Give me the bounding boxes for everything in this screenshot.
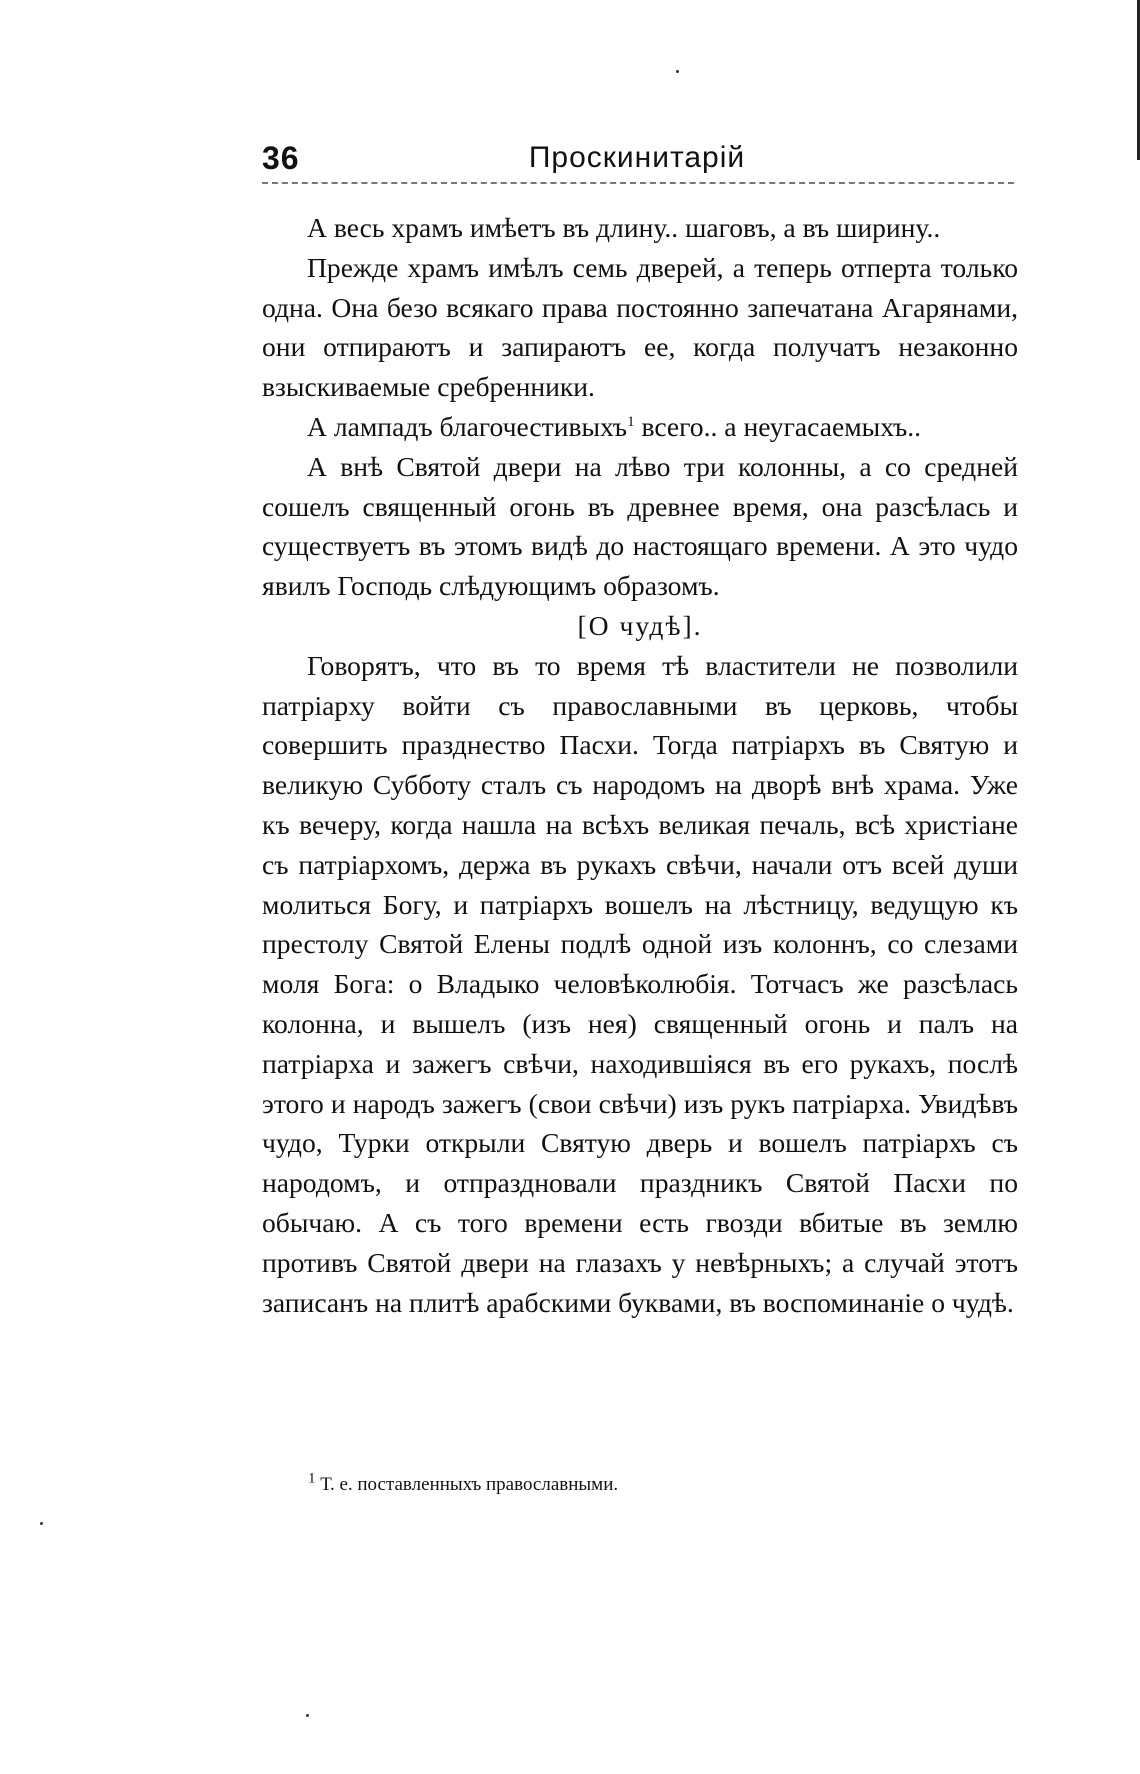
paragraph: А внѣ Святой двери на лѣво три колонны, а со средней сошелъ священный огонь въ древнее время, она разсѣлась и существуетъ въ этомъ видѣ до настоящаго времени. А это чудо явилъ Господь слѣдующимъ образомъ.	[262, 450, 1018, 602]
paragraph: А весь храмъ имѣетъ въ длину.. шаговъ, а въ ширину..	[307, 212, 941, 243]
header-rule	[262, 182, 1014, 184]
section-heading: [О чудѣ].	[577, 609, 703, 641]
scan-speck	[40, 1522, 43, 1525]
paragraph	[262, 248, 1018, 407]
paragraph: Говорятъ, что въ то время тѣ властители не позволили патріарху войти съ православными въ церковь, чтобы совершить празднество Пасхи. Тогда патріархъ въ Святую и великую Субботу сталъ съ народомъ на дворѣ внѣ храма. Уже къ вечеру, когда нашла на всѣхъ великая печаль, всѣ христіане съ патріархомъ, держа въ рукахъ свѣчи, начали отъ всей души молиться Богу, и патріархъ вошелъ на лѣстницу, ведущую къ престолу Святой Елены подлѣ одной изъ колоннъ, со слезами моля Бога: о Владыко человѣколюбія. Тотчасъ же разсѣлась колонна, и вышелъ (изъ нея) священный огонь и палъ на патріарха и зажегъ свѣчи, находившіяся въ его рукахъ, послѣ этого и народъ зажегъ (свои свѣчи) изъ рукъ патріарха. Увидѣвъ чудо, Турки открыли Святую дверь и вошелъ патріархъ съ народомъ, и отпраздновали праздникъ Святой Пасхи по обычаю. А съ того времени есть гвозди вбитые въ землю противъ Святой двери на глазахъ у невѣрныхъ; а случай этотъ записанъ на плитѣ арабскими буквами, въ воспоминаніе о чудѣ.	[262, 649, 1018, 1318]
footnote-marker: 1	[627, 413, 635, 430]
page-number: 36	[262, 140, 300, 176]
page-header	[262, 138, 1018, 178]
scan-speck	[676, 70, 679, 73]
footnote	[308, 1472, 1008, 1498]
scan-speck	[306, 1714, 309, 1717]
footnote-mark: 1	[308, 1470, 316, 1487]
footnote-text: Т. е. поставленныхъ православными.	[315, 1474, 619, 1495]
paragraph	[262, 407, 1018, 447]
paragraph-text: всего.. а неугасаемыхъ..	[634, 410, 922, 442]
body-text	[262, 208, 1018, 1322]
running-title: Проскинитарій	[528, 141, 746, 174]
paragraph-text: А лампадъ благочестивыхъ	[307, 410, 628, 442]
paragraph-text: Прежде храмъ имѣлъ семь дверей, а теперь отперта только одна. Она безо всякаго права постоянно запечатана Агарянами, они отпираютъ и запираютъ ее, когда получатъ незаконно взыскиваемые сребренники.	[262, 251, 1018, 403]
